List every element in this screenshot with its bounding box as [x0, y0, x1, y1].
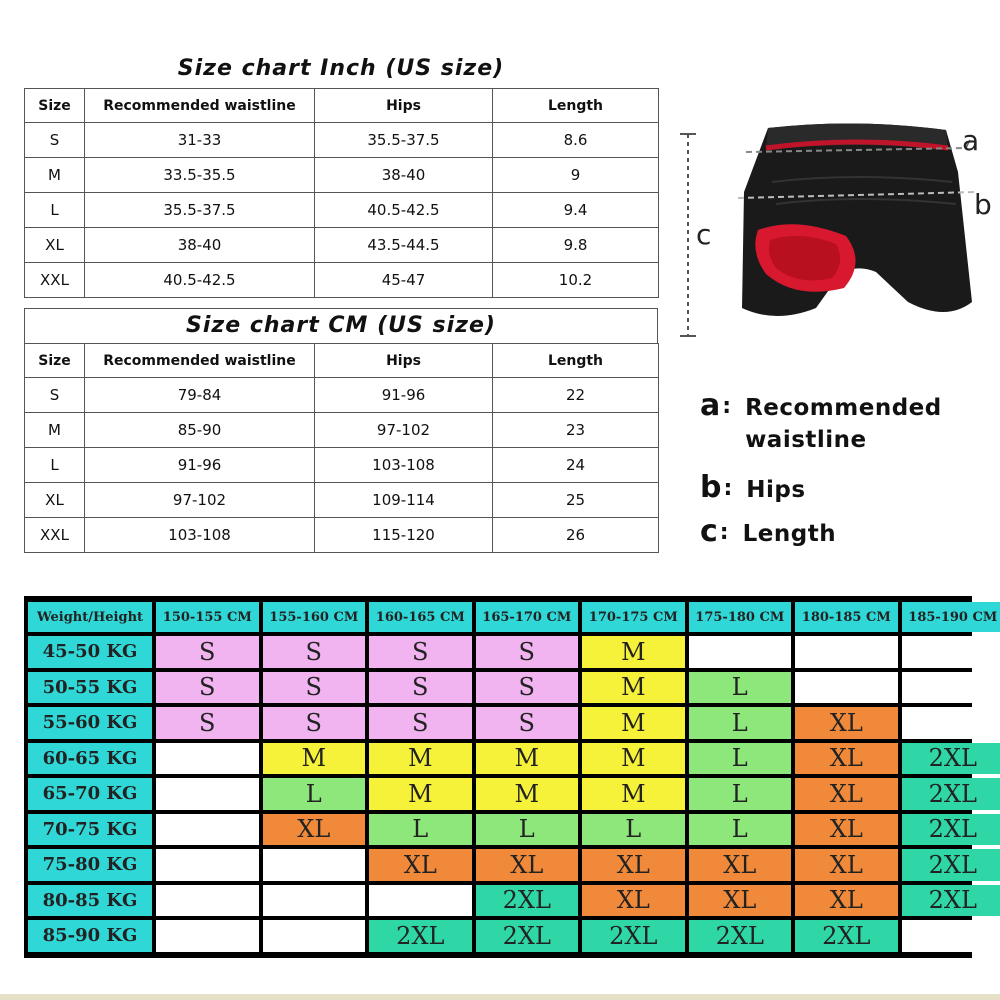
weight-header-cell: 55-60 KG [28, 707, 152, 739]
empty-cell [156, 920, 259, 952]
size-cell: M [582, 636, 685, 668]
size-cell: XL [582, 849, 685, 881]
legend-c-letter: c [700, 514, 718, 549]
cm-table-header-cell: Length [493, 344, 659, 378]
cm-table-cell: 103-108 [315, 448, 493, 483]
cm-table-cell: 109-114 [315, 483, 493, 518]
size-cell: M [582, 672, 685, 704]
inch-table-cell: 40.5-42.5 [315, 193, 493, 228]
size-cell: M [582, 778, 685, 810]
inch-table-cell: M [25, 158, 85, 193]
cm-table-title: Size chart CM (US size) [186, 313, 496, 338]
empty-cell [795, 636, 898, 668]
cm-table-cell: 22 [493, 378, 659, 413]
legend-c [700, 514, 836, 550]
size-cell: XL [795, 743, 898, 775]
size-cell: 2XL [902, 849, 1000, 881]
size-cell: 2XL [902, 743, 1000, 775]
size-cell: XL [795, 707, 898, 739]
inch-table-header-cell: Length [493, 89, 659, 123]
weight-header-cell: 75-80 KG [28, 849, 152, 881]
size-cell: 2XL [476, 885, 579, 917]
inch-table-row [25, 193, 659, 228]
height-header-cell: 185-190 CM [902, 602, 1000, 632]
empty-cell [156, 814, 259, 846]
size-cell: M [263, 743, 366, 775]
size-cell: S [263, 672, 366, 704]
cm-size-table [24, 343, 659, 553]
size-cell: M [369, 743, 472, 775]
inch-table-cell: 9 [493, 158, 659, 193]
inch-table-cell: 31-33 [85, 123, 315, 158]
empty-cell [902, 672, 1000, 704]
inch-table-header-row [25, 89, 659, 123]
height-header-cell: 180-185 CM [795, 602, 898, 632]
inch-table-cell: 38-40 [85, 228, 315, 263]
cm-table-cell: 91-96 [315, 378, 493, 413]
empty-cell [902, 636, 1000, 668]
inch-table-cell: XL [25, 228, 85, 263]
inch-table-cell: L [25, 193, 85, 228]
cm-table-row [25, 448, 659, 483]
empty-cell [156, 778, 259, 810]
cm-table-cell: 103-108 [85, 518, 315, 553]
inch-table-cell: 35.5-37.5 [85, 193, 315, 228]
empty-cell [156, 743, 259, 775]
size-cell: S [263, 707, 366, 739]
size-cell: L [689, 672, 792, 704]
legend-a [700, 388, 990, 456]
size-cell: XL [795, 885, 898, 917]
diagram-label-c: c [696, 218, 712, 251]
legend-a-text: Recommended waistline [745, 395, 942, 453]
size-cell: S [369, 636, 472, 668]
cm-table-cell: 91-96 [85, 448, 315, 483]
size-cell: L [369, 814, 472, 846]
size-cell: XL [689, 849, 792, 881]
size-cell: M [369, 778, 472, 810]
cm-table-row [25, 518, 659, 553]
height-header-cell: 160-165 CM [369, 602, 472, 632]
inch-table-header-cell: Hips [315, 89, 493, 123]
inch-table-cell: 9.4 [493, 193, 659, 228]
legend-a-letter: a [700, 388, 721, 423]
size-cell: XL [795, 778, 898, 810]
weight-header-cell: 50-55 KG [28, 672, 152, 704]
size-cell: 2XL [689, 920, 792, 952]
height-header-cell: 165-170 CM [476, 602, 579, 632]
inch-table-cell: 33.5-35.5 [85, 158, 315, 193]
size-cell: L [689, 743, 792, 775]
height-header-cell: 150-155 CM [156, 602, 259, 632]
legend-a-colon: : [722, 394, 732, 419]
size-cell: S [156, 707, 259, 739]
shorts-diagram [676, 112, 996, 352]
inch-table-row [25, 228, 659, 263]
inch-table-cell: 9.8 [493, 228, 659, 263]
empty-cell [689, 636, 792, 668]
legend-b-letter: b [700, 470, 722, 505]
bottom-strip [0, 994, 1000, 1000]
weight-header-cell: 60-65 KG [28, 743, 152, 775]
size-cell: XL [263, 814, 366, 846]
size-cell: L [263, 778, 366, 810]
size-cell: 2XL [902, 814, 1000, 846]
legend-b [700, 470, 806, 506]
empty-cell [263, 849, 366, 881]
size-cell: S [263, 636, 366, 668]
cm-table-cell: S [25, 378, 85, 413]
size-cell: M [476, 778, 579, 810]
legend-c-text: Length [742, 521, 837, 547]
empty-cell [263, 920, 366, 952]
size-cell: S [476, 636, 579, 668]
inch-table-cell: 10.2 [493, 263, 659, 298]
size-cell: XL [582, 885, 685, 917]
inch-table-header-cell: Recommended waistline [85, 89, 315, 123]
cm-table-cell: XXL [25, 518, 85, 553]
legend-b-colon: : [723, 476, 733, 501]
size-cell: 2XL [795, 920, 898, 952]
cm-table-cell: 24 [493, 448, 659, 483]
empty-cell [156, 849, 259, 881]
size-cell: L [476, 814, 579, 846]
empty-cell [369, 885, 472, 917]
inch-table-cell: 45-47 [315, 263, 493, 298]
weight-height-size-grid [24, 596, 998, 958]
empty-cell [795, 672, 898, 704]
inch-table-cell: S [25, 123, 85, 158]
cm-table-cell: L [25, 448, 85, 483]
size-cell: XL [369, 849, 472, 881]
cm-table-row [25, 413, 659, 448]
weight-header-cell: 70-75 KG [28, 814, 152, 846]
size-cell: S [369, 672, 472, 704]
size-cell: S [156, 636, 259, 668]
size-cell: L [689, 707, 792, 739]
cm-table-row [25, 378, 659, 413]
height-header-cell: 170-175 CM [582, 602, 685, 632]
size-cell: S [369, 707, 472, 739]
weight-header-cell: 80-85 KG [28, 885, 152, 917]
cm-table-cell: 97-102 [85, 483, 315, 518]
cm-table-cell: M [25, 413, 85, 448]
cm-table-row [25, 483, 659, 518]
inch-table-row [25, 158, 659, 193]
size-cell: XL [689, 885, 792, 917]
cm-table-title-box [24, 308, 658, 343]
empty-cell [156, 885, 259, 917]
inch-table-cell: 43.5-44.5 [315, 228, 493, 263]
size-cell: L [689, 814, 792, 846]
inch-table-header-cell: Size [25, 89, 85, 123]
size-cell: 2XL [582, 920, 685, 952]
cm-table-cell: 26 [493, 518, 659, 553]
size-cell: M [582, 743, 685, 775]
weight-header-cell: 85-90 KG [28, 920, 152, 952]
size-cell: 2XL [902, 885, 1000, 917]
inch-table-row [25, 263, 659, 298]
inch-table-cell: 38-40 [315, 158, 493, 193]
size-cell: XL [476, 849, 579, 881]
height-header-cell: 155-160 CM [263, 602, 366, 632]
cm-table-cell: 25 [493, 483, 659, 518]
grid-corner-header: Weight/Height [28, 602, 152, 632]
size-cell: XL [795, 814, 898, 846]
weight-header-cell: 65-70 KG [28, 778, 152, 810]
cm-table-cell: 23 [493, 413, 659, 448]
diagram-label-a: a [962, 124, 980, 157]
cm-table-header-row [25, 344, 659, 378]
inch-table-title: Size chart Inch (US size) [177, 56, 505, 81]
empty-cell [902, 707, 1000, 739]
legend-b-text: Hips [746, 477, 806, 503]
empty-cell [263, 885, 366, 917]
size-cell: L [582, 814, 685, 846]
cm-table-cell: 85-90 [85, 413, 315, 448]
inch-table-cell: XXL [25, 263, 85, 298]
cm-table-header-cell: Recommended waistline [85, 344, 315, 378]
inch-table-cell: 8.6 [493, 123, 659, 158]
size-cell: 2XL [476, 920, 579, 952]
size-cell: S [476, 672, 579, 704]
cm-table-cell: 97-102 [315, 413, 493, 448]
cm-table-header-cell: Size [25, 344, 85, 378]
inch-table-cell: 35.5-37.5 [315, 123, 493, 158]
size-cell: M [582, 707, 685, 739]
size-cell: S [156, 672, 259, 704]
size-cell: L [689, 778, 792, 810]
inch-table-cell: 40.5-42.5 [85, 263, 315, 298]
legend-c-colon: : [719, 520, 729, 545]
inch-table-row [25, 123, 659, 158]
cm-table-cell: 115-120 [315, 518, 493, 553]
height-header-cell: 175-180 CM [689, 602, 792, 632]
inch-size-table [24, 88, 659, 298]
diagram-label-b: b [974, 188, 992, 221]
cm-table-cell: 79-84 [85, 378, 315, 413]
weight-header-cell: 45-50 KG [28, 636, 152, 668]
cm-table-header-cell: Hips [315, 344, 493, 378]
empty-cell [902, 920, 1000, 952]
cm-table-cell: XL [25, 483, 85, 518]
size-cell: M [476, 743, 579, 775]
size-cell: 2XL [902, 778, 1000, 810]
size-cell: XL [795, 849, 898, 881]
size-cell: S [476, 707, 579, 739]
size-cell: 2XL [369, 920, 472, 952]
